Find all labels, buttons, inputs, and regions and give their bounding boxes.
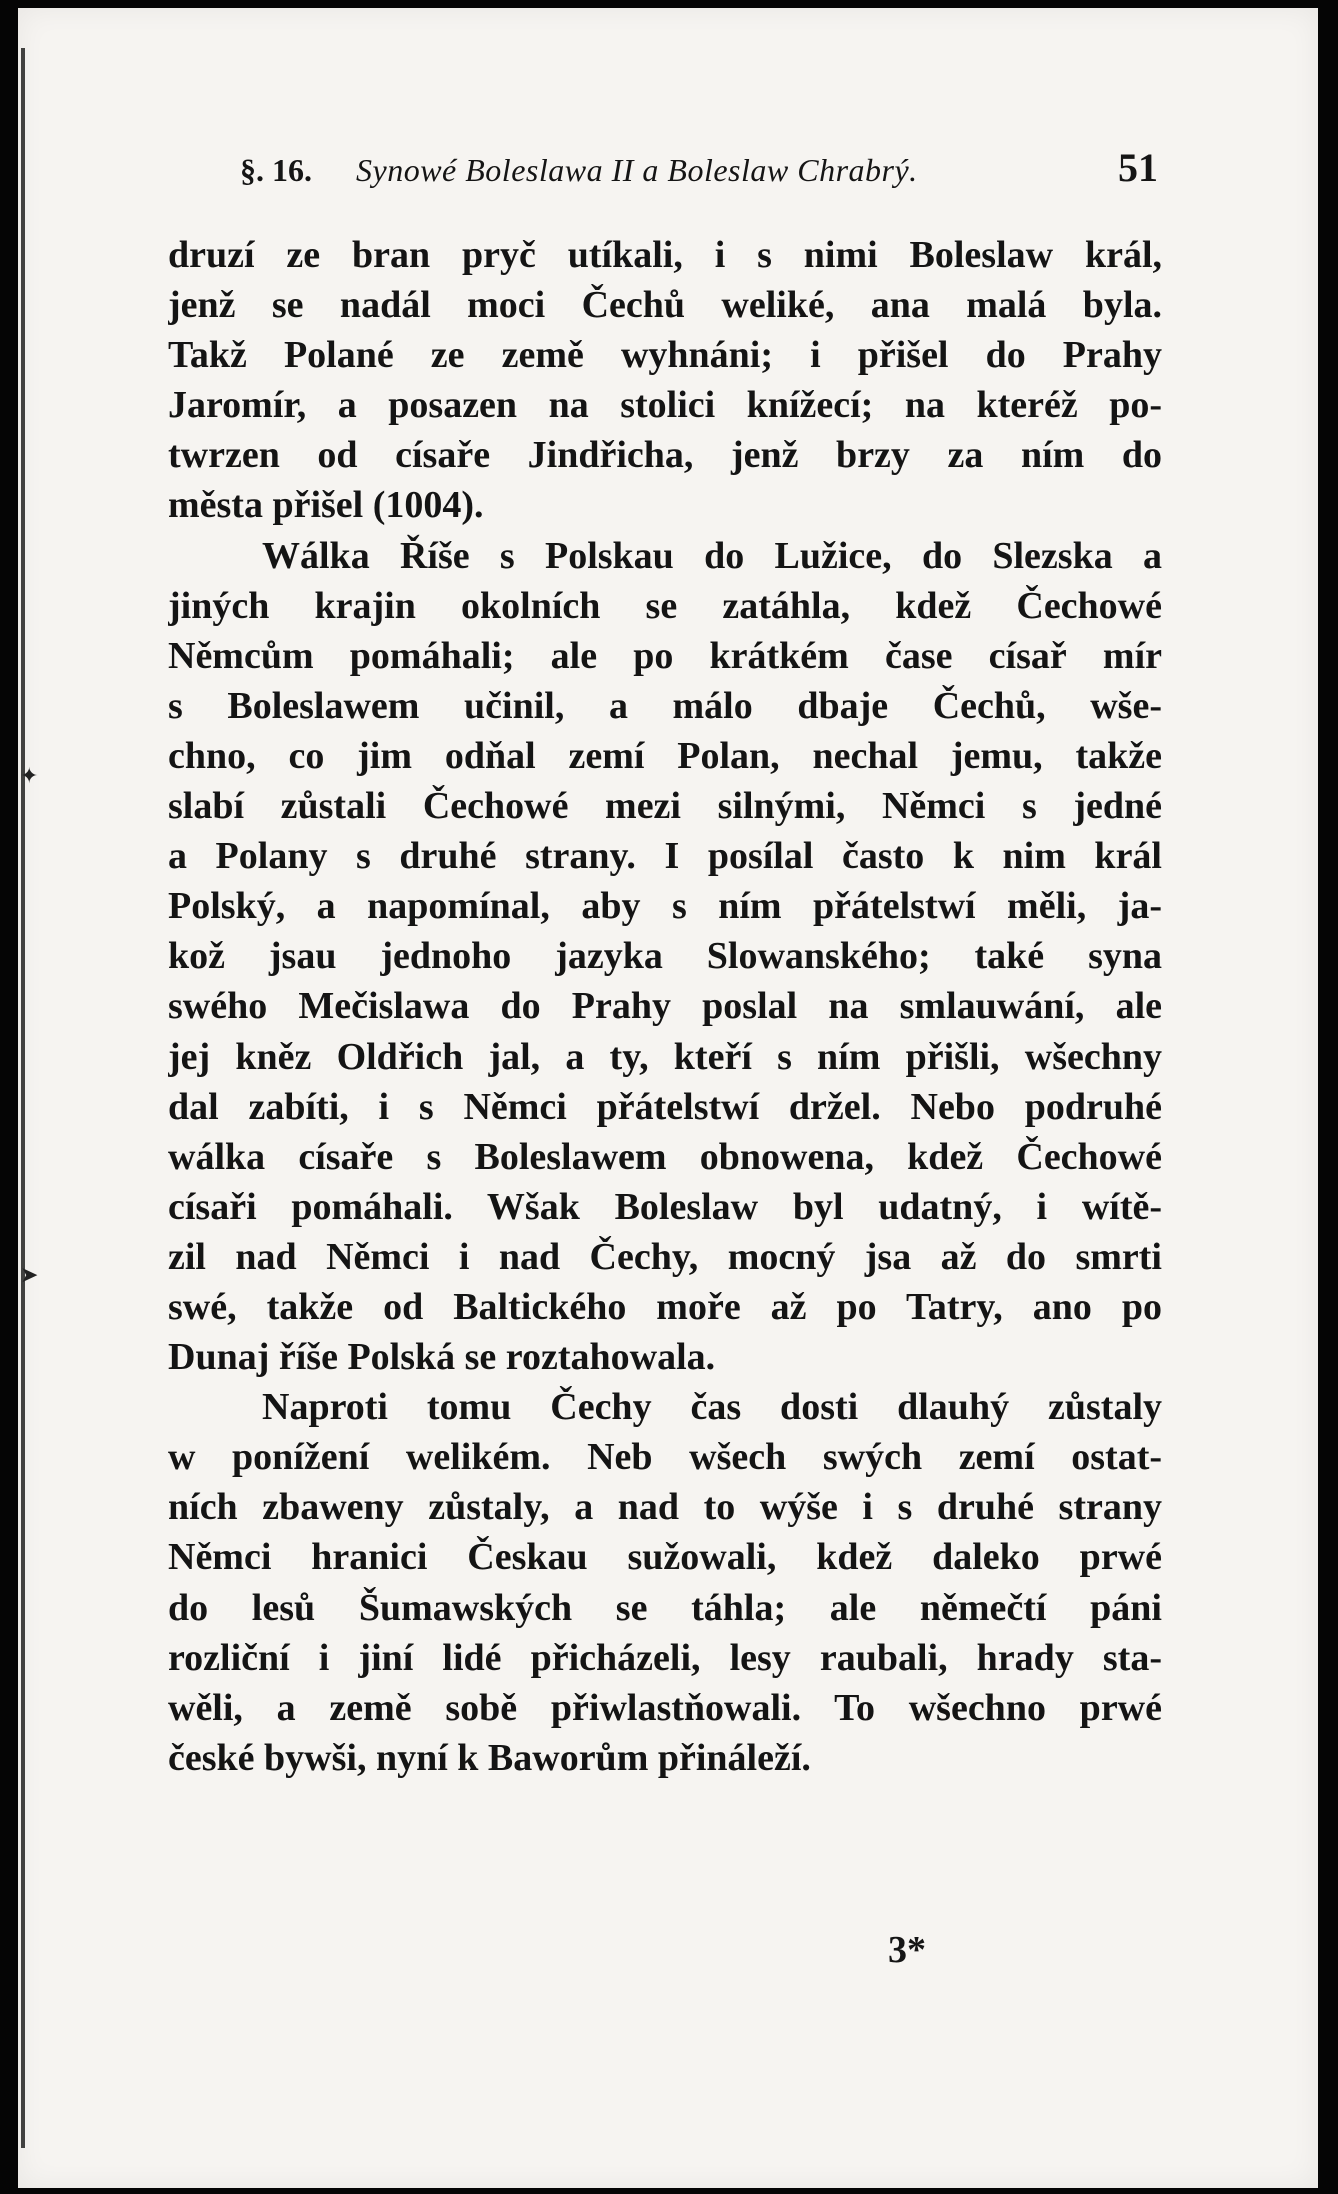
text-line: jej kněz Oldřich jal, a ty, kteří s ním přišli, wšechny (168, 1035, 1162, 1078)
book-page (18, 8, 1318, 2188)
margin-arrow-icon: ➤ (20, 1263, 39, 1288)
text-line: jenž se nadál moci Čechů weliké, ana malá byla. (168, 284, 1162, 327)
text-line: slabí zůstali Čechowé mezi silnými, Němci s jedné (168, 785, 1162, 828)
text-line: české bywši, nyní k Baworům přináleží. (168, 1736, 811, 1779)
text-line: Dunaj říše Polská se roztahowala. (168, 1336, 716, 1379)
text-line: Takž Polané ze země wyhnáni; i přišel do Prahy (168, 334, 1162, 377)
text-line: města přišel (1004). (168, 484, 484, 527)
text-line: Němci hranici Českau sužowali, kdež daleko prwé (168, 1536, 1162, 1579)
text-line: jiných krajin okolních se zatáhla, kdež Čechowé (168, 584, 1162, 627)
body-text (168, 230, 1162, 1783)
text-line: ních zbaweny zůstaly, a nad to wýše i s druhé strany (168, 1486, 1162, 1529)
text-line: wálka císaře s Boleslawem obnowena, kdež Čechowé (168, 1135, 1162, 1178)
text-line: swé, takže od Baltického moře až po Tatry, ano po (168, 1285, 1162, 1328)
text-line: druzí ze bran pryč utíkali, i s nimi Boleslaw král, (168, 234, 1162, 276)
text-line: s Boleslawem učinil, a málo dbaje Čechů, wše- (168, 684, 1162, 727)
text-line: do lesů Šumawských se táhla; ale němečtí páni (168, 1586, 1162, 1629)
page-number: 51 (1118, 145, 1158, 190)
text-line: Polský, a napomínal, aby s ním přátelstwí měli, ja- (168, 885, 1162, 928)
text-line: kož jsau jednoho jazyka Slowanského; také syna (168, 935, 1162, 978)
margin-arrow-icon: ✦ (20, 764, 39, 789)
text-line: dal zabíti, i s Němci přátelstwí držel. Nebo podruhé (168, 1085, 1162, 1128)
text-line: Wálka Říše s Polskau do Lužice, do Slezska a (262, 534, 1162, 577)
text-line: Naproti tomu Čechy čas dosti dlauhý zůstaly (262, 1386, 1162, 1429)
running-title: Synowé Boleslawa II a Boleslaw Chrabrý. (356, 152, 918, 188)
section-number: §. 16. (240, 152, 312, 188)
text-line: twrzen od císaře Jindřicha, jenž brzy za ním do (168, 434, 1162, 477)
text-line: w ponížení welikém. Neb wšech swých zemí ostat- (168, 1436, 1162, 1479)
text-line: a Polany s druhé strany. I posílal často k nim král (168, 835, 1162, 878)
text-line: zil nad Němci i nad Čechy, mocný jsa až do smrti (168, 1235, 1162, 1278)
text-line: Němcům pomáhali; ale po krátkém čase císař mír (168, 634, 1162, 677)
text-line: císaři pomáhali. Wšak Boleslaw byl udatný, i wítě- (168, 1185, 1162, 1228)
text-line: swého Mečislawa do Prahy poslal na smlauwání, ale (168, 985, 1162, 1028)
text-line: rozliční i jiní lidé přicházeli, lesy raubali, hrady sta- (168, 1636, 1162, 1679)
text-line: wěli, a země sobě přiwlastňowali. To wšechno prwé (168, 1686, 1162, 1729)
text-line: chno, co jim odňal zemí Polan, nechal jemu, takže (168, 734, 1162, 777)
page-edge-shadow (21, 48, 25, 2148)
text-line: Jaromír, a posazen na stolici knížecí; na kteréž po- (168, 384, 1162, 427)
signature-mark: 3* (888, 1929, 926, 1971)
